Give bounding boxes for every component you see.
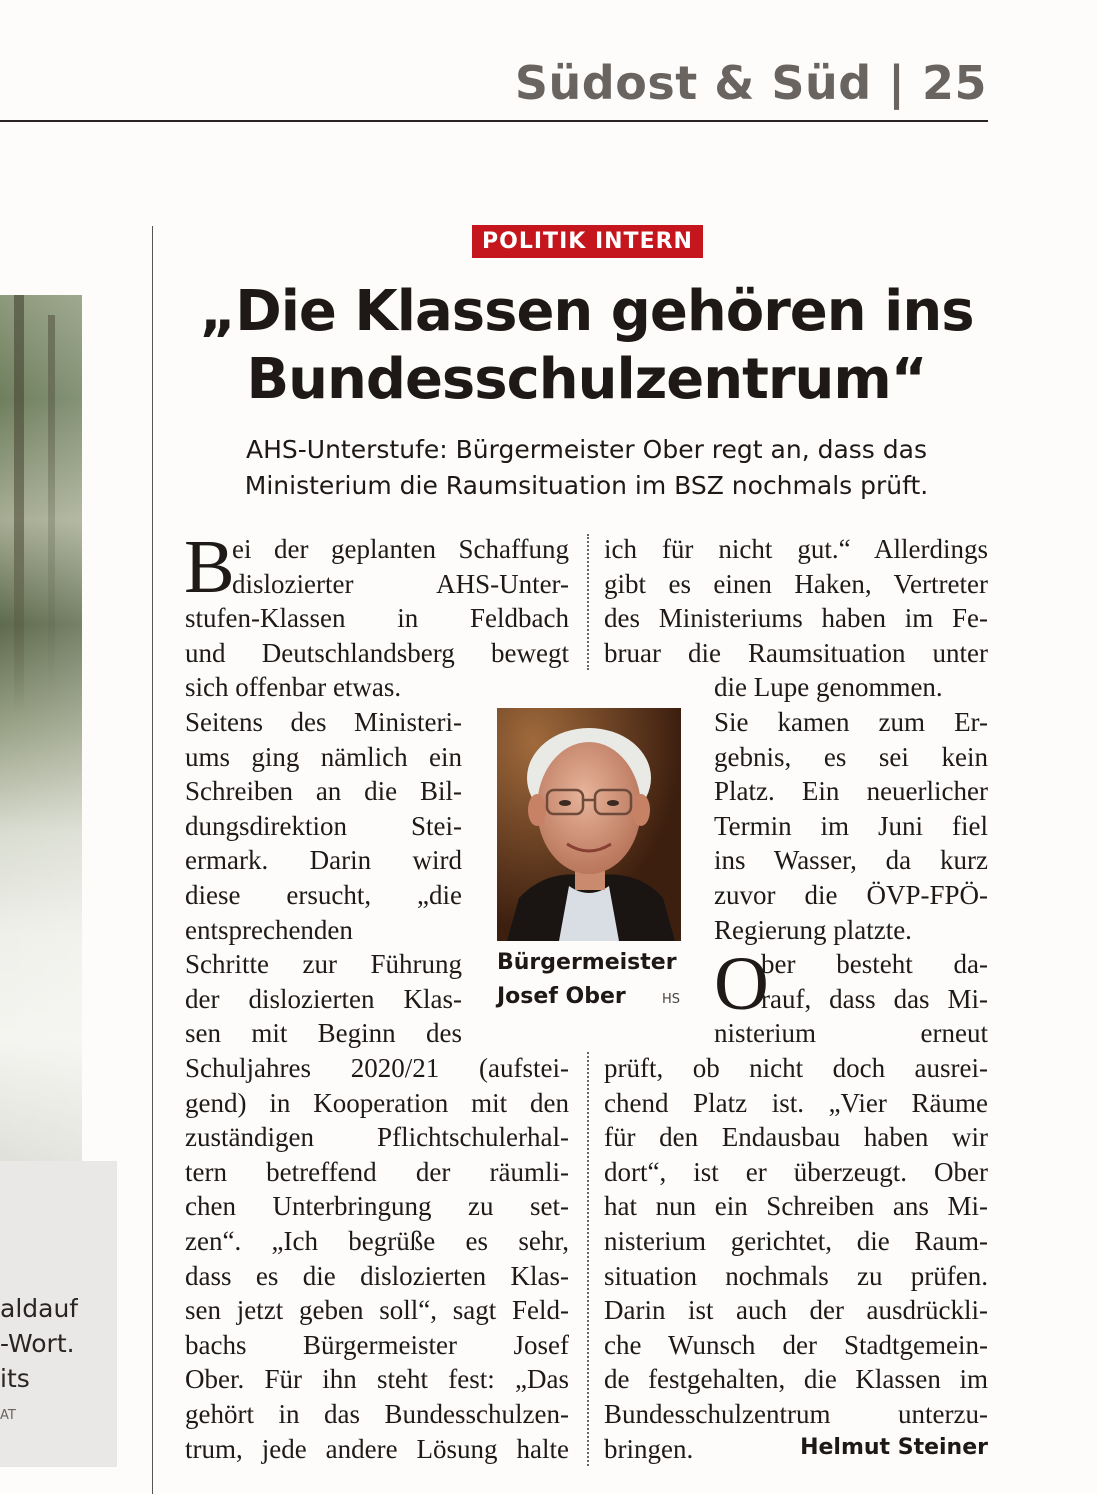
body-text-line: prüft, ob nicht doch ausrei- — [604, 1053, 988, 1083]
headline — [185, 278, 988, 414]
body-text-line: bruar die Raumsituation unter — [604, 637, 988, 668]
subheadline — [185, 432, 988, 504]
body-text-line: situation nochmals zu prüfen. — [604, 1260, 988, 1291]
headline-line: Bundesschulzentrum“ — [246, 347, 927, 412]
body-text-line: entsprechenden — [185, 914, 353, 945]
body-text-line: de festgehalten, die Klassen im — [604, 1364, 988, 1395]
body-text-line: hat nun ein Schreiben ans Mi- — [604, 1191, 988, 1222]
body-text-line: Termin im Juni fiel — [714, 810, 988, 841]
subheadline-line: AHS-Unterstufe: Bürgermeister Ober regt an, dass das — [246, 435, 927, 464]
subheadline-line: Ministerium die Raumsituation im BSZ nochmals prüft. — [244, 471, 929, 500]
body-text-line: Schuljahres 2020/21 (aufstei- — [185, 1053, 569, 1083]
portrait-caption: Josef Ober — [497, 984, 626, 1009]
column-separator — [152, 226, 153, 1494]
body-text-line: und Deutschlandsberg bewegt — [185, 637, 569, 668]
kicker-label: POLITIK INTERN — [472, 225, 703, 258]
body-text-line: des Ministeriums haben im Fe- — [604, 603, 988, 634]
author-byline: Helmut Steiner — [800, 1435, 988, 1460]
body-text-line: für den Endausbau haben wir — [604, 1122, 988, 1153]
body-text-line: zuständigen Pflichtschulerhal- — [185, 1122, 569, 1153]
body-text-line: bachs Bürgermeister Josef — [185, 1329, 569, 1360]
body-text-line: ermark. Darin wird — [185, 845, 462, 876]
portrait-caption: Bürgermeister — [497, 950, 677, 975]
portrait-illustration — [497, 708, 681, 941]
body-text-line: gehört in das Bundesschulzen- — [185, 1399, 569, 1429]
body-text-line: Platz. Ein neuerlicher — [714, 776, 988, 807]
body-text-line: zuvor die ÖVP-FPÖ- — [714, 880, 988, 910]
left-photo-credit: AT — [0, 1408, 16, 1423]
portrait-credit: HS — [662, 992, 681, 1007]
body-text-line: bringen. — [604, 1433, 694, 1464]
body-text-line: Sie kamen zum Er- — [714, 707, 988, 737]
body-text-line: Ober. Für ihn steht fest: „Das — [185, 1364, 569, 1395]
body-text-line: dislozierter AHS-Unter- — [232, 568, 569, 599]
body-text-line: gebnis, es sei kein — [714, 741, 988, 772]
body-text-line: gend) in Kooperation mit den — [185, 1087, 569, 1118]
body-text-line: tern betreffend der räumli- — [185, 1156, 569, 1187]
body-text-line: sen mit Beginn des — [185, 1018, 462, 1049]
body-text-line: ums ging nämlich ein — [185, 741, 462, 772]
body-text-line: Schreiben an die Bil- — [185, 776, 462, 807]
body-text-line: sen jetzt geben soll“, sagt Feld- — [185, 1295, 569, 1326]
body-text-line: diese ersucht, „die — [185, 880, 462, 910]
column-rule-top — [587, 534, 589, 670]
portrait-photo — [497, 708, 681, 941]
left-caption-line: -Wort. — [0, 1329, 75, 1358]
body-text-line: nisterium gerichtet, die Raum- — [604, 1226, 988, 1256]
body-text-line: Bundesschulzentrum unterzu- — [604, 1399, 988, 1429]
body-text-line: dungsdirektion Stei- — [185, 810, 462, 841]
dropcap-o: O — [714, 942, 769, 1026]
body-text-line: Darin ist auch der ausdrückli- — [604, 1295, 988, 1326]
body-text-line: ber besteht da- — [761, 949, 988, 980]
body-text-line: ich für nicht gut.“ Allerdings — [604, 534, 988, 564]
header-rule — [0, 120, 988, 122]
body-text-line: rauf, dass das Mi- — [761, 983, 988, 1014]
body-text-line: ins Wasser, da kurz — [714, 845, 988, 876]
body-text-line: dort“, ist er überzeugt. Ober — [604, 1156, 988, 1187]
body-text-line: dass es die dislozierten Klas- — [185, 1260, 569, 1291]
body-text-line: nisterium erneut — [714, 1018, 988, 1049]
body-text-line: ei der geplanten Schaffung — [232, 534, 569, 564]
body-text-line: che Wunsch der Stadtgemein- — [604, 1329, 988, 1360]
left-caption-line: aldauf — [0, 1294, 79, 1323]
left-article-photo — [0, 295, 82, 1161]
body-text-line: gibt es einen Haken, Vertreter — [604, 568, 988, 599]
body-text-line: sich offenbar etwas. — [185, 672, 402, 703]
body-text-line: Schritte zur Führung — [185, 949, 462, 980]
column-rule-bottom — [587, 1052, 589, 1466]
dropcap-b: B — [184, 525, 235, 609]
body-text-line: chen Unterbringung zu set- — [185, 1191, 569, 1222]
body-text-line: der dislozierten Klas- — [185, 983, 462, 1014]
left-caption-line: its — [0, 1364, 30, 1393]
body-text-line: Regierung platzte. — [714, 914, 912, 945]
body-text-line: zen“. „Ich begrüße es sehr, — [185, 1226, 569, 1256]
body-text-line: stufen-Klassen in Feldbach — [185, 603, 569, 634]
headline-line: „Die Klassen gehören ins — [199, 279, 974, 344]
body-text-line: trum, jede andere Lösung halte — [185, 1433, 569, 1464]
body-text-line: chend Platz ist. „Vier Räume — [604, 1087, 988, 1118]
section-page-header: Südost & Süd | 25 — [514, 56, 987, 110]
body-text-line: Seitens des Ministeri- — [185, 707, 462, 737]
body-text-line: die Lupe genommen. — [714, 672, 943, 703]
